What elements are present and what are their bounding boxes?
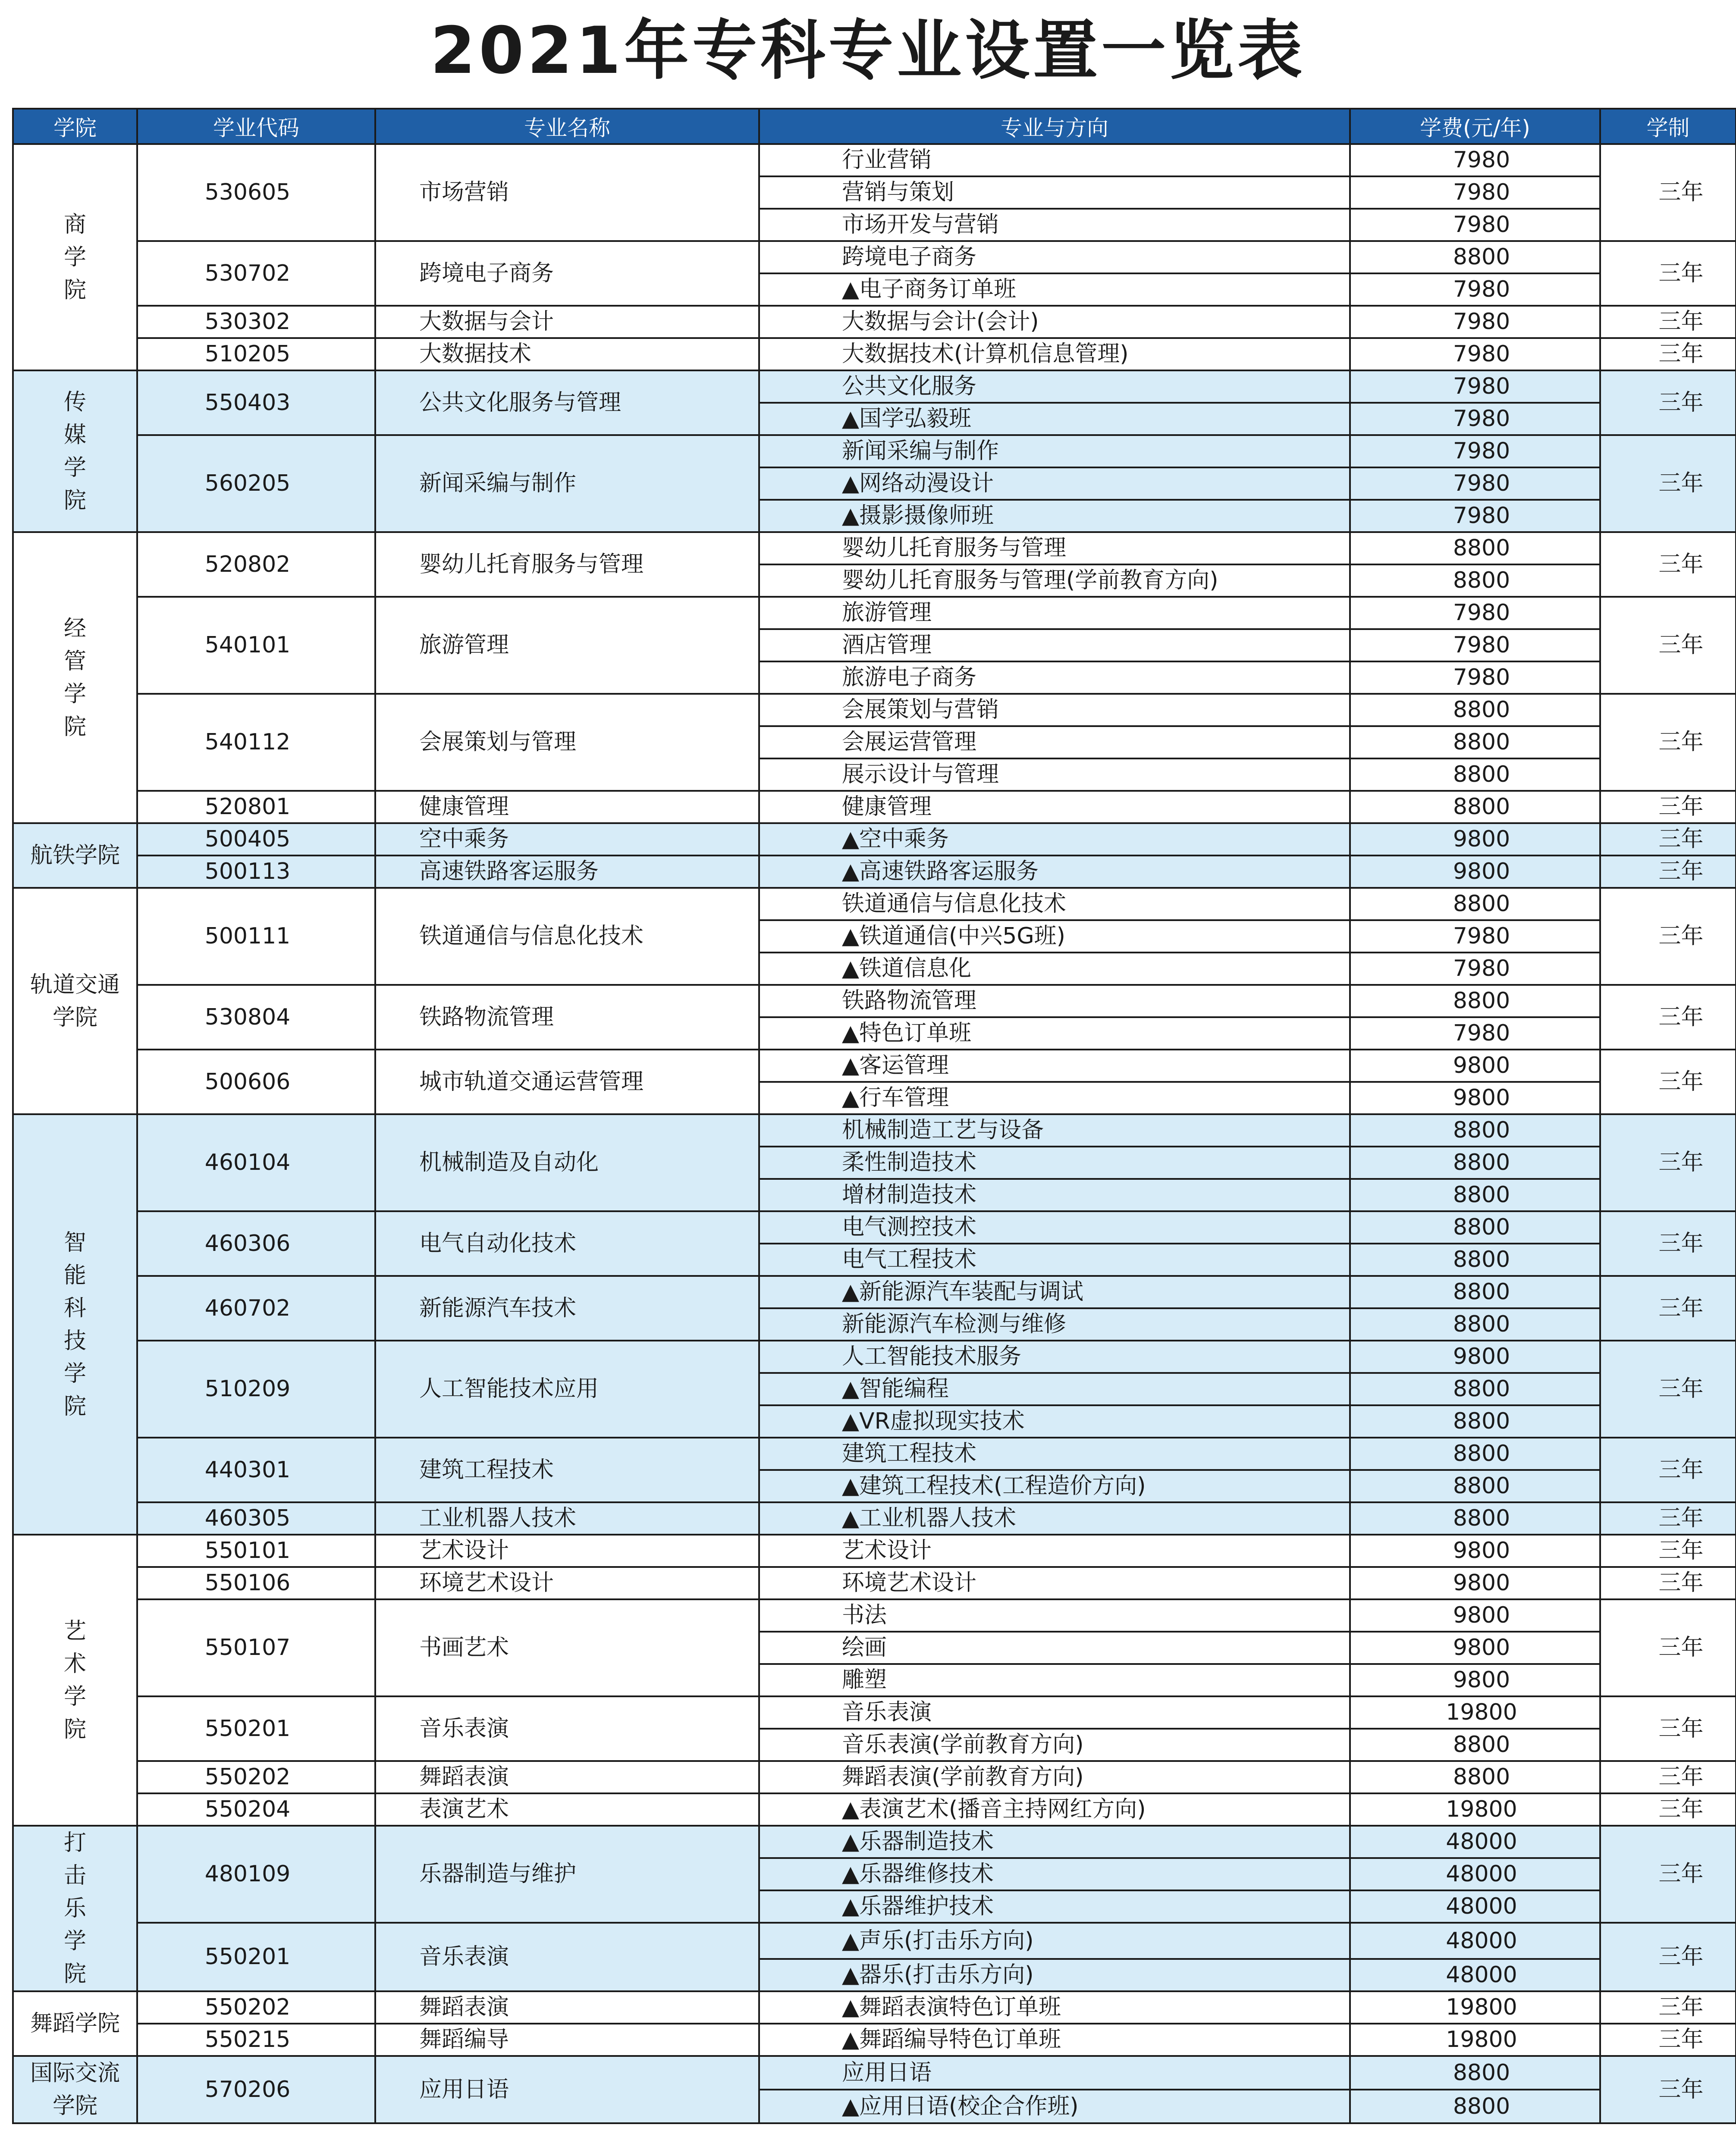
table-row — [13, 1114, 1736, 1147]
tuition-fee: 19800 — [1350, 1793, 1600, 1826]
direction-name: ▲摄影摄像师班 — [759, 500, 1350, 532]
table-row — [13, 1923, 1736, 1959]
direction-name: ▲声乐(打击乐方向) — [759, 1923, 1350, 1959]
college-cell — [13, 532, 137, 823]
major-code: 460702 — [137, 1276, 375, 1341]
table-row — [13, 1438, 1736, 1470]
duration: 三年 — [1600, 241, 1736, 306]
table-row — [13, 888, 1736, 920]
direction-name: 行业营销 — [759, 144, 1350, 176]
tuition-fee: 8800 — [1350, 1470, 1600, 1502]
direction-name: 旅游管理 — [759, 597, 1350, 629]
duration: 三年 — [1600, 1341, 1736, 1438]
duration: 三年 — [1600, 1826, 1736, 1923]
major-code: 550204 — [137, 1793, 375, 1826]
major-name: 会展策划与管理 — [375, 694, 759, 791]
table-row — [13, 144, 1736, 176]
major-name: 建筑工程技术 — [375, 1438, 759, 1502]
major-name: 工业机器人技术 — [375, 1502, 759, 1535]
tuition-fee: 7980 — [1350, 176, 1600, 209]
table-header-row — [13, 109, 1736, 144]
tuition-fee: 48000 — [1350, 1826, 1600, 1858]
tuition-fee: 7980 — [1350, 1017, 1600, 1050]
direction-name: 铁道通信与信息化技术 — [759, 888, 1350, 920]
direction-name: 旅游电子商务 — [759, 661, 1350, 694]
duration: 三年 — [1600, 1050, 1736, 1114]
direction-name: 酒店管理 — [759, 629, 1350, 661]
major-name: 空中乘务 — [375, 823, 759, 856]
table-row — [13, 1696, 1736, 1729]
tuition-fee: 7980 — [1350, 403, 1600, 435]
tuition-fee: 8800 — [1350, 1244, 1600, 1276]
direction-name: 音乐表演(学前教育方向) — [759, 1729, 1350, 1761]
major-code: 460305 — [137, 1502, 375, 1535]
college-name: 传媒学院 — [63, 389, 86, 514]
duration: 三年 — [1600, 694, 1736, 791]
direction-name: ▲行车管理 — [759, 1082, 1350, 1114]
direction-name: 市场开发与营销 — [759, 209, 1350, 241]
direction-name: ▲舞蹈编导特色订单班 — [759, 2024, 1350, 2056]
major-name: 婴幼儿托育服务与管理 — [375, 532, 759, 597]
tuition-fee: 8800 — [1350, 1147, 1600, 1179]
college-cell — [13, 888, 137, 1114]
major-name: 艺术设计 — [375, 1535, 759, 1567]
header-duration: 学制 — [1600, 109, 1736, 144]
direction-name: ▲高速铁路客运服务 — [759, 856, 1350, 888]
major-name: 大数据技术 — [375, 338, 759, 370]
table-row — [13, 1826, 1736, 1858]
direction-name: 会展策划与营销 — [759, 694, 1350, 726]
duration: 三年 — [1600, 1567, 1736, 1599]
header-fee: 学费(元/年) — [1350, 109, 1600, 144]
table-row — [13, 597, 1736, 629]
major-code: 540112 — [137, 694, 375, 791]
table-row — [13, 1211, 1736, 1244]
major-name: 城市轨道交通运营管理 — [375, 1050, 759, 1114]
table-row — [13, 1502, 1736, 1535]
major-name: 舞蹈表演 — [375, 1991, 759, 2024]
tuition-fee: 48000 — [1350, 1923, 1600, 1959]
tuition-fee: 9800 — [1350, 1599, 1600, 1632]
college-cell — [13, 2056, 137, 2123]
table-row — [13, 1535, 1736, 1567]
tuition-fee: 19800 — [1350, 2024, 1600, 2056]
direction-name: ▲空中乘务 — [759, 823, 1350, 856]
tuition-fee: 8800 — [1350, 241, 1600, 273]
tuition-fee: 8800 — [1350, 1373, 1600, 1405]
college-cell — [13, 1535, 137, 1826]
table-row — [13, 2024, 1736, 2056]
tuition-fee: 9800 — [1350, 1632, 1600, 1664]
duration: 三年 — [1600, 1991, 1736, 2024]
table-row — [13, 1599, 1736, 1632]
major-name: 乐器制造与维护 — [375, 1826, 759, 1923]
tuition-fee: 8800 — [1350, 1405, 1600, 1438]
tuition-fee: 7980 — [1350, 144, 1600, 176]
major-name: 书画艺术 — [375, 1599, 759, 1696]
major-name: 舞蹈表演 — [375, 1761, 759, 1793]
tuition-fee: 7980 — [1350, 435, 1600, 467]
header-college: 学院 — [13, 109, 137, 144]
major-name: 电气自动化技术 — [375, 1211, 759, 1276]
major-code: 510209 — [137, 1341, 375, 1438]
table-row — [13, 1991, 1736, 2024]
major-code: 550101 — [137, 1535, 375, 1567]
tuition-fee: 8800 — [1350, 1211, 1600, 1244]
header-code: 学业代码 — [137, 109, 375, 144]
college-cell — [13, 1991, 137, 2056]
tuition-fee: 19800 — [1350, 1991, 1600, 2024]
duration: 三年 — [1600, 1276, 1736, 1341]
direction-name: 新闻采编与制作 — [759, 435, 1350, 467]
table-row — [13, 1050, 1736, 1082]
direction-name: ▲铁道通信(中兴5G班) — [759, 920, 1350, 953]
college-name: 轨道交通学院 — [30, 971, 120, 1031]
major-code: 550201 — [137, 1696, 375, 1761]
duration: 三年 — [1600, 1599, 1736, 1696]
tuition-fee: 7980 — [1350, 920, 1600, 953]
major-code: 460104 — [137, 1114, 375, 1211]
major-name: 铁路物流管理 — [375, 985, 759, 1050]
direction-name: 应用日语 — [759, 2056, 1350, 2090]
direction-name: 婴幼儿托育服务与管理(学前教育方向) — [759, 564, 1350, 597]
major-code: 550403 — [137, 370, 375, 435]
tuition-fee: 48000 — [1350, 1890, 1600, 1923]
direction-name: ▲应用日语(校企合作班) — [759, 2090, 1350, 2123]
table-row — [13, 435, 1736, 467]
direction-name: ▲新能源汽车装配与调试 — [759, 1276, 1350, 1308]
tuition-fee: 9800 — [1350, 1567, 1600, 1599]
direction-name: 艺术设计 — [759, 1535, 1350, 1567]
tuition-fee: 8800 — [1350, 888, 1600, 920]
direction-name: ▲乐器维修技术 — [759, 1858, 1350, 1890]
direction-name: 绘画 — [759, 1632, 1350, 1664]
tuition-fee: 7980 — [1350, 306, 1600, 338]
major-code: 440301 — [137, 1438, 375, 1502]
direction-name: 雕塑 — [759, 1664, 1350, 1696]
direction-name: 会展运营管理 — [759, 726, 1350, 758]
direction-name: ▲电子商务订单班 — [759, 273, 1350, 306]
direction-name: 展示设计与管理 — [759, 758, 1350, 791]
tuition-fee: 8800 — [1350, 1761, 1600, 1793]
direction-name: ▲表演艺术(播音主持网红方向) — [759, 1793, 1350, 1826]
duration: 三年 — [1600, 306, 1736, 338]
tuition-fee: 8800 — [1350, 1308, 1600, 1341]
tuition-fee: 7980 — [1350, 629, 1600, 661]
direction-name: ▲铁道信息化 — [759, 953, 1350, 985]
table-row — [13, 856, 1736, 888]
tuition-fee: 48000 — [1350, 1959, 1600, 1991]
college-name: 艺术学院 — [63, 1618, 86, 1742]
page-title: 2021年专科专业设置一览表 — [430, 13, 1306, 88]
major-name: 新能源汽车技术 — [375, 1276, 759, 1341]
major-code: 510205 — [137, 338, 375, 370]
direction-name: ▲特色订单班 — [759, 1017, 1350, 1050]
major-code: 550107 — [137, 1599, 375, 1696]
tuition-fee: 8800 — [1350, 1729, 1600, 1761]
major-name: 机械制造及自动化 — [375, 1114, 759, 1211]
tuition-fee: 48000 — [1350, 1858, 1600, 1890]
tuition-fee: 9800 — [1350, 856, 1600, 888]
tuition-fee: 7980 — [1350, 273, 1600, 306]
tuition-fee: 8800 — [1350, 2090, 1600, 2123]
duration: 三年 — [1600, 1696, 1736, 1761]
direction-name: ▲工业机器人技术 — [759, 1502, 1350, 1535]
major-name: 高速铁路客运服务 — [375, 856, 759, 888]
major-name: 公共文化服务与管理 — [375, 370, 759, 435]
college-cell — [13, 144, 137, 370]
table-row — [13, 241, 1736, 273]
major-code: 500111 — [137, 888, 375, 985]
header-major-name: 专业名称 — [375, 109, 759, 144]
major-code: 520802 — [137, 532, 375, 597]
direction-name: 婴幼儿托育服务与管理 — [759, 532, 1350, 564]
direction-name: 营销与策划 — [759, 176, 1350, 209]
tuition-fee: 8800 — [1350, 532, 1600, 564]
duration: 三年 — [1600, 338, 1736, 370]
table-row — [13, 694, 1736, 726]
duration: 三年 — [1600, 888, 1736, 985]
major-code: 560205 — [137, 435, 375, 532]
duration: 三年 — [1600, 597, 1736, 694]
table-row — [13, 985, 1736, 1017]
tuition-fee: 7980 — [1350, 953, 1600, 985]
college-name: 舞蹈学院 — [30, 2011, 120, 2037]
tuition-fee: 8800 — [1350, 1179, 1600, 1211]
direction-name: ▲国学弘毅班 — [759, 403, 1350, 435]
duration: 三年 — [1600, 2024, 1736, 2056]
major-code: 500113 — [137, 856, 375, 888]
tuition-fee: 9800 — [1350, 1535, 1600, 1567]
tuition-fee: 19800 — [1350, 1696, 1600, 1729]
table-row — [13, 823, 1736, 856]
major-name: 音乐表演 — [375, 1696, 759, 1761]
table-row — [13, 1276, 1736, 1308]
duration: 三年 — [1600, 1923, 1736, 1991]
direction-name: 铁路物流管理 — [759, 985, 1350, 1017]
direction-name: ▲器乐(打击乐方向) — [759, 1959, 1350, 1991]
duration: 三年 — [1600, 370, 1736, 435]
duration: 三年 — [1600, 435, 1736, 532]
duration: 三年 — [1600, 144, 1736, 241]
direction-name: 增材制造技术 — [759, 1179, 1350, 1211]
tuition-fee: 7980 — [1350, 338, 1600, 370]
table-row — [13, 1341, 1736, 1373]
table-row — [13, 791, 1736, 823]
direction-name: ▲舞蹈表演特色订单班 — [759, 1991, 1350, 2024]
major-code: 550106 — [137, 1567, 375, 1599]
duration: 三年 — [1600, 985, 1736, 1050]
college-name: 商学院 — [63, 211, 86, 303]
tuition-fee: 8800 — [1350, 758, 1600, 791]
major-code: 550202 — [137, 1761, 375, 1793]
tuition-fee: 9800 — [1350, 823, 1600, 856]
tuition-fee: 7980 — [1350, 209, 1600, 241]
major-name: 大数据与会计 — [375, 306, 759, 338]
table-row — [13, 532, 1736, 564]
college-cell — [13, 1114, 137, 1535]
header-direction: 专业与方向 — [759, 109, 1350, 144]
tuition-fee: 8800 — [1350, 564, 1600, 597]
tuition-fee: 7980 — [1350, 370, 1600, 403]
direction-name: 柔性制造技术 — [759, 1147, 1350, 1179]
major-code: 500606 — [137, 1050, 375, 1114]
duration: 三年 — [1600, 856, 1736, 888]
major-name: 旅游管理 — [375, 597, 759, 694]
tuition-fee: 8800 — [1350, 1114, 1600, 1147]
tuition-fee: 7980 — [1350, 467, 1600, 500]
table-row — [13, 1761, 1736, 1793]
major-code: 460306 — [137, 1211, 375, 1276]
major-name: 健康管理 — [375, 791, 759, 823]
duration: 三年 — [1600, 1793, 1736, 1826]
table-row — [13, 370, 1736, 403]
major-name: 舞蹈编导 — [375, 2024, 759, 2056]
direction-name: 电气测控技术 — [759, 1211, 1350, 1244]
tuition-fee: 8800 — [1350, 791, 1600, 823]
tuition-fee: 8800 — [1350, 1276, 1600, 1308]
duration: 三年 — [1600, 1502, 1736, 1535]
direction-name: ▲建筑工程技术(工程造价方向) — [759, 1470, 1350, 1502]
table-row — [13, 1793, 1736, 1826]
direction-name: ▲网络动漫设计 — [759, 467, 1350, 500]
tuition-fee: 8800 — [1350, 985, 1600, 1017]
major-code: 480109 — [137, 1826, 375, 1923]
college-name: 打击乐学院 — [63, 1830, 86, 1987]
major-code: 540101 — [137, 597, 375, 694]
direction-name: ▲智能编程 — [759, 1373, 1350, 1405]
major-code: 530605 — [137, 144, 375, 241]
major-code: 500405 — [137, 823, 375, 856]
duration: 三年 — [1600, 532, 1736, 597]
major-code: 550202 — [137, 1991, 375, 2024]
major-name: 新闻采编与制作 — [375, 435, 759, 532]
duration: 三年 — [1600, 1211, 1736, 1276]
direction-name: 人工智能技术服务 — [759, 1341, 1350, 1373]
direction-name: 公共文化服务 — [759, 370, 1350, 403]
major-code: 570206 — [137, 2056, 375, 2123]
tuition-fee: 8800 — [1350, 726, 1600, 758]
table-row — [13, 2056, 1736, 2090]
direction-name: 机械制造工艺与设备 — [759, 1114, 1350, 1147]
direction-name: 大数据技术(计算机信息管理) — [759, 338, 1350, 370]
direction-name: 书法 — [759, 1599, 1350, 1632]
major-code: 520801 — [137, 791, 375, 823]
tuition-fee: 8800 — [1350, 2056, 1600, 2090]
major-code: 550215 — [137, 2024, 375, 2056]
major-name: 表演艺术 — [375, 1793, 759, 1826]
duration: 三年 — [1600, 823, 1736, 856]
direction-name: 舞蹈表演(学前教育方向) — [759, 1761, 1350, 1793]
duration: 三年 — [1600, 791, 1736, 823]
college-cell — [13, 1826, 137, 1991]
major-name: 环境艺术设计 — [375, 1567, 759, 1599]
major-name: 铁道通信与信息化技术 — [375, 888, 759, 985]
tuition-fee: 8800 — [1350, 1502, 1600, 1535]
duration: 三年 — [1600, 1114, 1736, 1211]
major-name: 人工智能技术应用 — [375, 1341, 759, 1438]
college-name: 经管学院 — [63, 615, 86, 740]
tuition-fee: 9800 — [1350, 1664, 1600, 1696]
table-body — [13, 144, 1736, 2123]
college-name: 智能科技学院 — [63, 1229, 86, 1420]
major-name: 音乐表演 — [375, 1923, 759, 1991]
college-name: 航铁学院 — [30, 843, 120, 868]
college-name: 国际交流学院 — [30, 2060, 120, 2119]
direction-name: 电气工程技术 — [759, 1244, 1350, 1276]
major-name: 市场营销 — [375, 144, 759, 241]
direction-name: ▲乐器制造技术 — [759, 1826, 1350, 1858]
duration: 三年 — [1600, 1535, 1736, 1567]
direction-name: 健康管理 — [759, 791, 1350, 823]
duration: 三年 — [1600, 1761, 1736, 1793]
college-cell — [13, 370, 137, 532]
direction-name: 环境艺术设计 — [759, 1567, 1350, 1599]
major-code: 530302 — [137, 306, 375, 338]
direction-name: ▲VR虚拟现实技术 — [759, 1405, 1350, 1438]
tuition-fee: 7980 — [1350, 661, 1600, 694]
direction-name: ▲客运管理 — [759, 1050, 1350, 1082]
tuition-fee: 7980 — [1350, 500, 1600, 532]
duration: 三年 — [1600, 2056, 1736, 2123]
direction-name: 音乐表演 — [759, 1696, 1350, 1729]
tuition-fee: 8800 — [1350, 694, 1600, 726]
direction-name: ▲乐器维护技术 — [759, 1890, 1350, 1923]
direction-name: 跨境电子商务 — [759, 241, 1350, 273]
tuition-fee: 9800 — [1350, 1341, 1600, 1373]
major-name: 应用日语 — [375, 2056, 759, 2123]
table-row — [13, 1567, 1736, 1599]
direction-name: 建筑工程技术 — [759, 1438, 1350, 1470]
direction-name: 新能源汽车检测与维修 — [759, 1308, 1350, 1341]
major-table — [12, 108, 1736, 2124]
tuition-fee: 9800 — [1350, 1082, 1600, 1114]
major-name: 跨境电子商务 — [375, 241, 759, 306]
tuition-fee: 9800 — [1350, 1050, 1600, 1082]
tuition-fee: 7980 — [1350, 597, 1600, 629]
table-row — [13, 338, 1736, 370]
duration: 三年 — [1600, 1438, 1736, 1502]
major-code: 550201 — [137, 1923, 375, 1991]
college-cell — [13, 823, 137, 888]
major-code: 530702 — [137, 241, 375, 306]
major-code: 530804 — [137, 985, 375, 1050]
tuition-fee: 8800 — [1350, 1438, 1600, 1470]
direction-name: 大数据与会计(会计) — [759, 306, 1350, 338]
table-row — [13, 306, 1736, 338]
